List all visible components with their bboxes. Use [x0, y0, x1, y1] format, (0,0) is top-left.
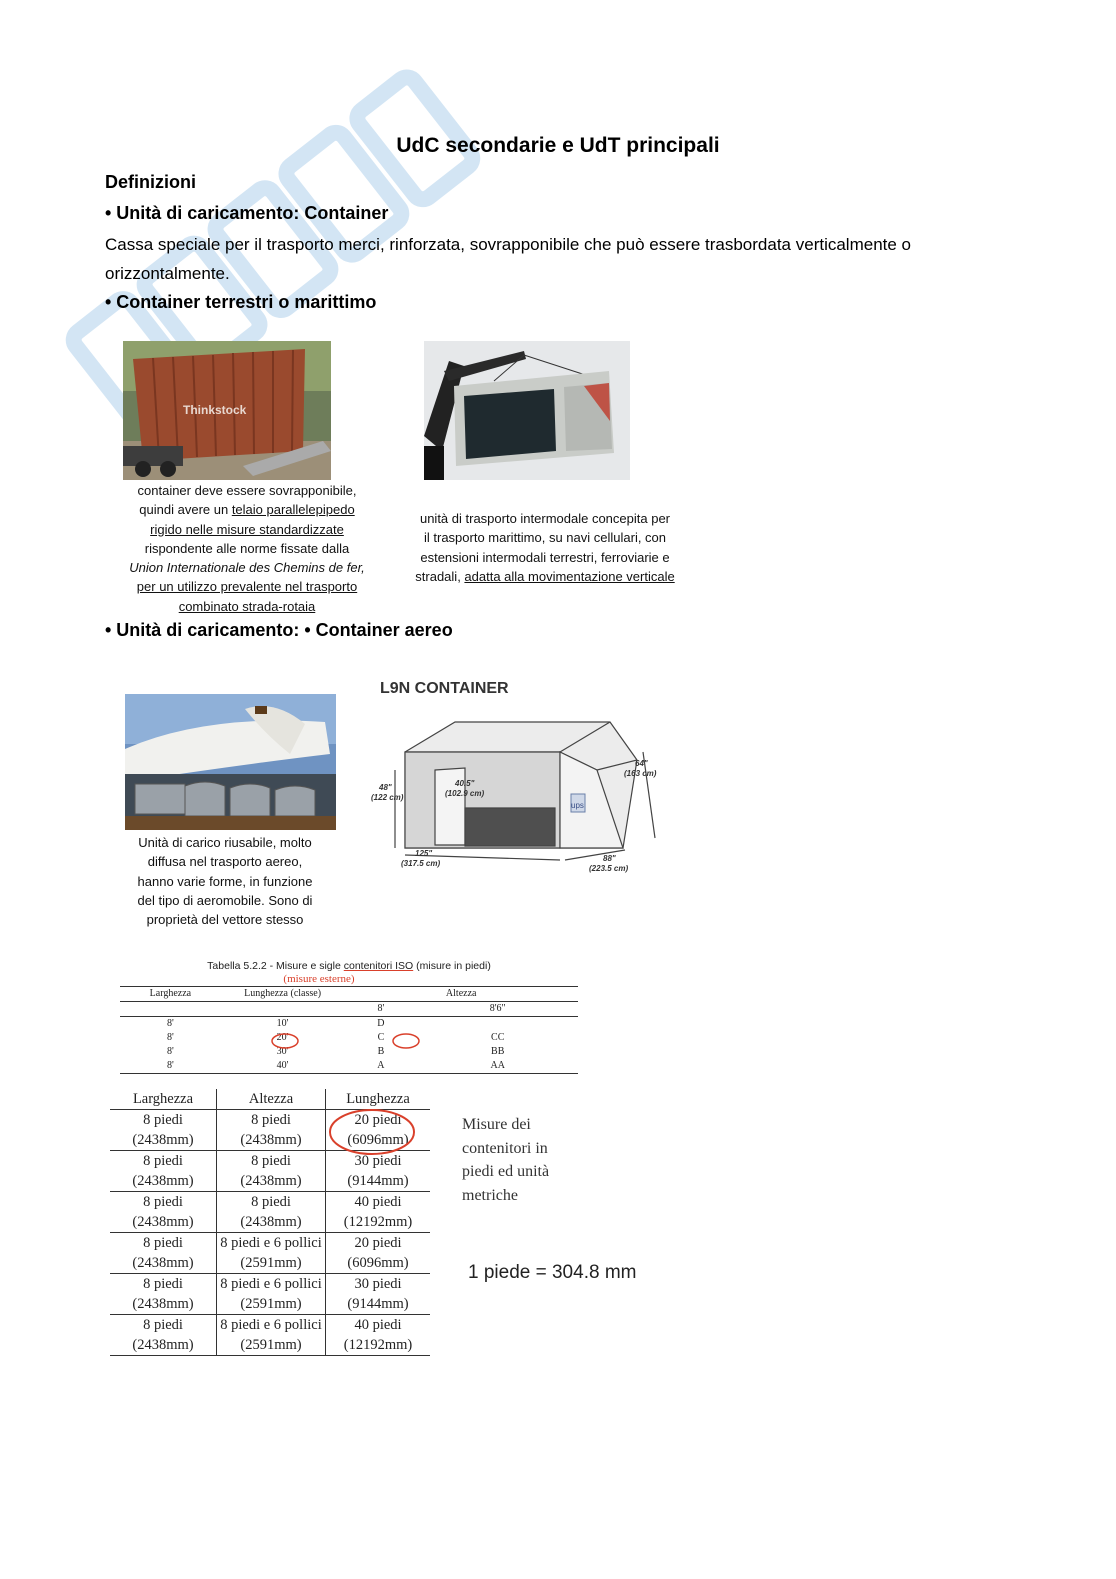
side-note-line: contenitori in — [462, 1139, 548, 1157]
side-note — [462, 1113, 549, 1207]
table-cell: (9144mm) — [326, 1294, 431, 1315]
dim-405: 40.5" — [455, 779, 475, 788]
small-table-cell: BB — [491, 1046, 505, 1057]
small-table-cell: 40' — [276, 1060, 289, 1071]
caption-line: estensioni intermodali terrestri, ferroviarie e — [420, 549, 670, 565]
bullet-aereo: • Unità di caricamento: • Container aereo — [105, 620, 453, 640]
highlight-circle-c — [391, 1033, 421, 1049]
small-table-cell — [417, 1017, 578, 1032]
container-truck-photo — [123, 341, 331, 480]
table-cell: 20 piedi — [326, 1110, 431, 1131]
table-cell: 8 piedi e 6 pollici — [217, 1315, 326, 1336]
table-cell: (2591mm) — [217, 1335, 326, 1356]
caption-line — [398, 567, 692, 586]
header-lunghezza: Lunghezza — [326, 1089, 431, 1110]
table-cell: (12192mm) — [326, 1335, 431, 1356]
side-note-line: Misure dei — [462, 1116, 531, 1133]
table-cell: 8 piedi e 6 pollici — [217, 1274, 326, 1295]
table-row — [110, 1294, 430, 1315]
air-cargo-photo — [125, 694, 336, 830]
dim-125: 125" — [415, 849, 433, 858]
small-table-cell: CC — [491, 1032, 505, 1043]
caption-text: stradali, — [415, 568, 465, 584]
caption-text: quindi avere un — [139, 502, 232, 518]
small-table-cell: 10' — [276, 1018, 289, 1029]
table-cell: (2438mm) — [110, 1212, 217, 1233]
small-table-cell: 8' — [166, 1046, 174, 1057]
caption-terrestre — [116, 481, 378, 616]
iso-dimensions-table-wrap — [110, 1089, 430, 1356]
table-cell: (2591mm) — [217, 1294, 326, 1315]
ups-logo: ups — [571, 801, 584, 810]
dim-48: 48" — [379, 783, 392, 792]
col-altezza-86: 8'6" — [489, 1003, 506, 1014]
table-cell: (9144mm) — [326, 1171, 431, 1192]
col-altezza: Altezza — [445, 988, 477, 999]
table-cell: 30 piedi — [326, 1274, 431, 1295]
table-row — [110, 1171, 430, 1192]
caption-air — [118, 833, 332, 929]
caption-line-italic: Union Internationale des Chemins de fer, — [129, 560, 365, 576]
header-larghezza: Larghezza — [110, 1089, 217, 1110]
header-altezza: Altezza — [217, 1089, 326, 1110]
small-table-cell: 30' — [276, 1046, 289, 1057]
table-row — [110, 1192, 430, 1213]
section-definizioni: Definizioni — [105, 172, 196, 192]
caption-underlined: telaio parallelepipedo — [231, 502, 355, 518]
table-cell: (2438mm) — [110, 1335, 217, 1356]
small-table-cell: D — [377, 1018, 385, 1029]
table-cell: 8 piedi — [143, 1235, 183, 1251]
small-table-row — [120, 1017, 578, 1032]
table-row — [110, 1253, 430, 1274]
table-row — [110, 1233, 430, 1254]
highlight-circle — [326, 1107, 418, 1157]
table-cell: 8 piedi — [143, 1317, 183, 1333]
side-note-line: piedi ed unità — [462, 1163, 550, 1180]
table-cell: (2438mm) — [110, 1253, 217, 1274]
small-table-cell: 20' — [276, 1032, 289, 1043]
table-cell: (2438mm) — [217, 1171, 326, 1192]
caption-line: unità di trasporto intermodale concepita per — [419, 511, 671, 526]
paragraph-line-1: Cassa speciale per il trasporto merci, rinforzata, sovrapponibile che può essere trasbordata verticalmente o — [105, 235, 912, 254]
col-lunghezza: Lunghezza (classe) — [244, 988, 322, 999]
dim-64: 64" — [635, 759, 648, 768]
table-cell: 8 piedi — [217, 1151, 326, 1172]
table-cell: 8 piedi — [143, 1276, 183, 1292]
table-cell: (6096mm) — [326, 1130, 431, 1151]
iso-sigle-table — [120, 960, 578, 1074]
small-table-cell: C — [377, 1032, 385, 1043]
caption-line: combinato strada-rotaia — [178, 598, 316, 614]
definition-paragraph — [105, 230, 1025, 288]
small-table-cell: 8' — [166, 1018, 174, 1029]
dim-88: 88" — [603, 854, 616, 863]
caption-line: rispondente alle norme fissate dalla — [144, 540, 350, 556]
table-cell: 8 piedi e 6 pollici — [217, 1233, 326, 1254]
table-row — [110, 1212, 430, 1233]
table-cell: 8 piedi — [143, 1194, 183, 1210]
caption-line: per un utilizzo prevalente nel trasporto — [136, 579, 358, 595]
table-cell: 30 piedi — [326, 1151, 431, 1172]
dim-405-cm: (102.9 cm) — [445, 789, 485, 798]
caption-line: rigido nelle misure standardizzate — [150, 521, 344, 537]
caption-line: hanno varie forme, in funzione — [137, 873, 313, 889]
caption-line: diffusa nel trasporto aereo, — [147, 854, 303, 870]
piede-conversion: 1 piede = 304.8 mm — [468, 1262, 637, 1283]
small-table-cell: A — [377, 1060, 385, 1071]
l9n-title: L9N CONTAINER — [380, 680, 509, 697]
caption-underlined: adatta alla movimentazione verticale — [464, 568, 675, 584]
small-table-cell: AA — [490, 1060, 505, 1071]
table-cell: 8 piedi — [143, 1112, 183, 1128]
thinkstock-watermark: Thinkstock — [183, 403, 247, 417]
container-crane-photo — [424, 341, 630, 480]
small-table-cell: B — [377, 1046, 385, 1057]
caption-line — [116, 500, 378, 519]
table-row — [110, 1274, 430, 1295]
table-cell: (2438mm) — [217, 1130, 326, 1151]
caption-line: container deve essere sovrapponibile, — [137, 483, 357, 498]
table-cell: 8 piedi — [217, 1110, 326, 1131]
table-cell: (2438mm) — [217, 1212, 326, 1233]
caption-line: Unità di carico riusabile, molto — [138, 835, 312, 850]
table-row — [110, 1335, 430, 1356]
caption-line: del tipo di aeromobile. Sono di — [137, 892, 313, 908]
small-table-row — [120, 1059, 578, 1074]
table-cell: (2438mm) — [110, 1294, 217, 1315]
table-cell: 40 piedi — [326, 1315, 431, 1336]
small-table-cell: 8' — [166, 1060, 174, 1071]
small-table-cell: 8' — [166, 1032, 174, 1043]
small-table-row — [120, 1031, 578, 1045]
col-larghezza: Larghezza — [149, 988, 192, 999]
caption-text: Tabella 5.2.2 - Misure e sigle — [207, 960, 344, 972]
table-cell: 40 piedi — [326, 1192, 431, 1213]
table-cell: 8 piedi — [217, 1192, 326, 1213]
dim-64-cm: (163 cm) — [624, 769, 657, 778]
paragraph-line-2: orizzontalmente. — [105, 264, 230, 283]
caption-line: proprietà del vettore stesso — [146, 912, 304, 928]
side-note-line: metriche — [462, 1186, 518, 1204]
col-altezza-8: 8' — [377, 1003, 385, 1014]
table-cell: 20 piedi — [326, 1233, 431, 1254]
table-subcaption: (misure esterne) — [283, 973, 355, 985]
table-cell: (2438mm) — [110, 1130, 217, 1151]
small-table-row — [120, 1045, 578, 1059]
caption-line: il trasporto marittimo, su navi cellulari, con — [423, 530, 667, 546]
l9n-diagram — [365, 710, 665, 880]
table-cell: (12192mm) — [326, 1212, 431, 1233]
table-cell: (2591mm) — [217, 1253, 326, 1274]
table-cell: 8 piedi — [143, 1153, 183, 1169]
bullet-container: • Unità di caricamento: Container — [105, 203, 389, 223]
table-row — [110, 1315, 430, 1336]
table-caption — [120, 960, 578, 973]
caption-underlined: contenitori ISO — [343, 960, 414, 972]
caption-text: (misure in piedi) — [413, 960, 491, 972]
table-cell: (6096mm) — [326, 1253, 431, 1274]
dim-48-cm: (122 cm) — [371, 793, 404, 802]
dim-125-cm: (317.5 cm) — [401, 859, 441, 868]
table-cell: (2438mm) — [110, 1171, 217, 1192]
page-title: UdC secondarie e UdT principali — [396, 134, 720, 157]
bullet-terrestri: • Container terrestri o marittimo — [105, 292, 377, 312]
caption-marittimo — [398, 509, 692, 586]
highlight-circle-20 — [270, 1033, 300, 1049]
dim-88-cm: (223.5 cm) — [589, 864, 629, 873]
